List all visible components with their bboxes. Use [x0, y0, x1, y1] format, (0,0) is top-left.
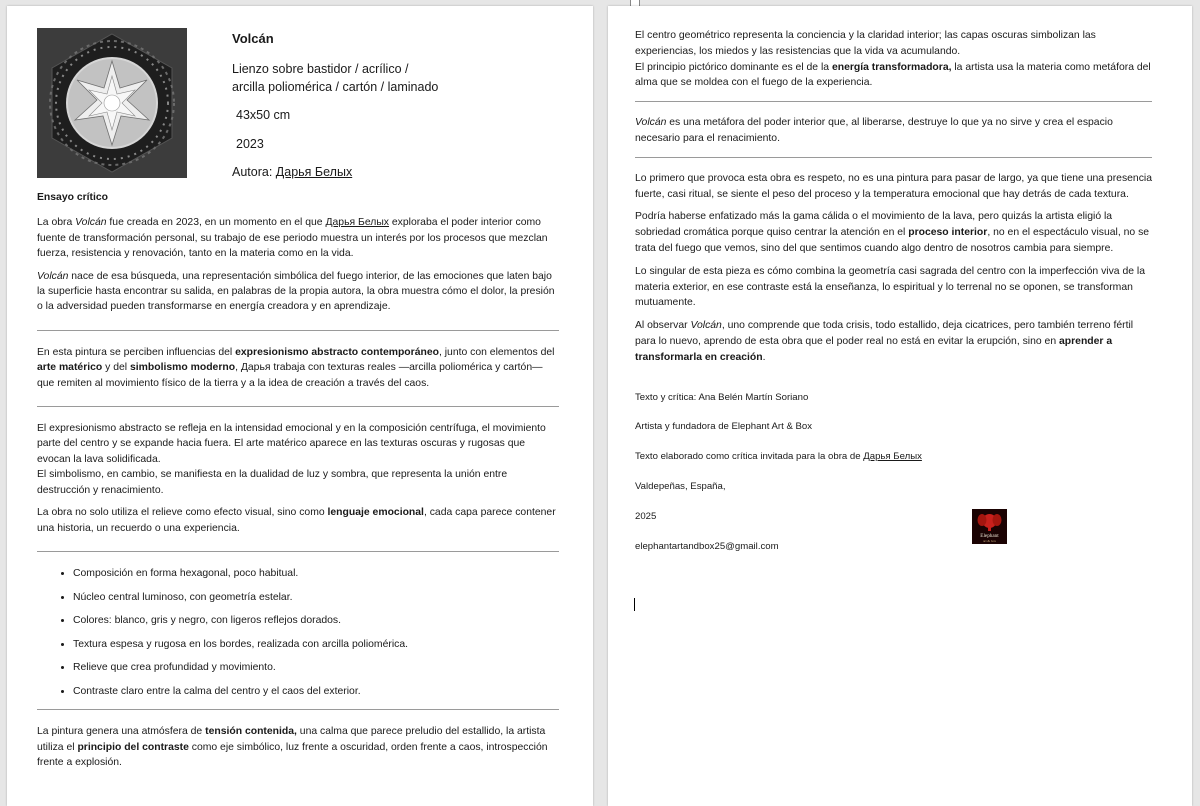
- signature-note: [635, 449, 1152, 465]
- author-label: Autora:: [232, 165, 273, 180]
- text-run: y del: [102, 362, 130, 374]
- logo-subtext: art & box: [983, 539, 996, 543]
- essay-paragraph: [635, 60, 1152, 92]
- essay-paragraph: [37, 421, 559, 498]
- signature-role: Artista y fundadora de Elephant Art & Box: [635, 421, 813, 433]
- elephant-logo: [972, 509, 1007, 544]
- essay-body: [37, 190, 559, 778]
- artwork-title: Volcán: [232, 31, 274, 46]
- signature-year: 2025: [635, 510, 657, 522]
- text-run-bold: energía transformadora,: [831, 61, 952, 73]
- text-run-bold: proceso interior: [908, 227, 988, 239]
- text-run: La obra: [37, 217, 76, 229]
- features-list: [37, 566, 559, 699]
- list-item: • Relieve que crea profundidad y movimiento.: [73, 660, 559, 675]
- text-run: , Дарья trabaja con texturas reales —arcilla poliomérica y cartón— que remiten al movimiento físico de la tierra y a la idea de creación a través del caos.: [37, 362, 543, 389]
- text-run: Lo singular de esta pieza es cómo combina la geometría casi sagrada del centro con la imperfección viva de la materia exterior, en ese contraste está la enseñanza, lo espiritual y lo terrenal no se oponen, se transforman mutuamente.: [635, 265, 1145, 309]
- text-run: Al observar: [635, 320, 691, 332]
- text-run-em: Volcán: [635, 117, 667, 129]
- divider: [37, 709, 559, 710]
- text-run-em: Volcán: [37, 270, 69, 282]
- essay-paragraph: [37, 215, 559, 261]
- text-run: El expresionismo abstracto se refleja en la intensidad emocional y en la composición centrífuga, el movimiento parte del centro y se expande hacia fuera. El arte matérico aparece en las texturas oscuras y rugosas que evocan la lava solidificada.: [37, 423, 546, 465]
- text-run: La pintura genera una atmósfera de: [37, 726, 206, 738]
- essay-paragraph: [635, 171, 1152, 203]
- text-run-bold: tensión contenida,: [205, 726, 297, 738]
- text-run: La obra no solo utiliza el relieve como efecto visual, sino como: [37, 507, 328, 519]
- text-run: Podría haberse enfatizado más la gama cálida o el movimiento de la lava, pero quizás la artista eligió la sobriedad cromática porque quiso centrar la atención en el: [635, 211, 1113, 239]
- text-run: , cada capa parece contener una historia, un recuerdo o una experiencia.: [37, 507, 556, 534]
- text-run: , junto con elementos del: [438, 346, 555, 358]
- divider: [635, 157, 1152, 158]
- list-item: • Núcleo central luminoso, con geometría estelar.: [73, 590, 559, 605]
- logo-text: Elephant: [980, 533, 999, 539]
- document-page-left: [7, 6, 593, 806]
- essay-body-continued: [635, 28, 1152, 562]
- artwork-info: [232, 30, 438, 193]
- text-run: El simbolismo, en cambio, se manifiesta en la dualidad de luz y sombra, que representa la unión entre destrucción y renacimiento.: [37, 469, 508, 496]
- text-run-bold: arte matérico: [37, 362, 103, 374]
- text-run: nace de esa búsqueda, una representación simbólica del fuego interior, de las emociones que laten bajo la superficie hasta encontrar su salida, en palabras de la propia autora, la obra muestra cómo el dolor, la presión o la adversidad pueden transformarse en energía creadora y en aprendizaje.: [37, 270, 555, 313]
- signature-author: Texto y crítica: Ana Belén Martín Soriano: [635, 391, 809, 403]
- author-link[interactable]: Дарья Белых: [275, 165, 353, 180]
- text-run: En esta pintura se perciben influencias del: [37, 346, 236, 358]
- essay-paragraph: [635, 264, 1152, 311]
- text-run: una calma que parece preludio del estallido, la artista utiliza el: [37, 726, 546, 753]
- text-run-bold: expresionismo abstracto contemporáneo: [235, 346, 439, 358]
- text-cursor[interactable]: [634, 598, 635, 611]
- text-run-bold: principio del contraste: [77, 741, 189, 753]
- artwork-image: [37, 28, 187, 178]
- text-run-bold: aprender a transformarla en creación: [635, 335, 1113, 363]
- divider: [37, 551, 559, 552]
- artwork-medium-line2: arcilla poliomérica / cartón / laminado: [232, 79, 439, 94]
- text-run: es una metáfora del poder interior que, al liberarse, destruye lo que ya no sirve y crea el espacio necesario para el renacimiento.: [635, 117, 1113, 144]
- text-run: .: [762, 351, 766, 363]
- artwork-dimensions: 43x50 cm: [236, 108, 291, 123]
- essay-paragraph: [635, 318, 1152, 365]
- essay-paragraph: [37, 505, 559, 536]
- signature-email[interactable]: elephantartandbox25@gmail.com: [635, 540, 779, 552]
- essay-paragraph: [37, 345, 559, 391]
- signature-block: [635, 390, 1152, 555]
- list-item: • Textura espesa y rugosa en los bordes, realizada con arcilla poliomérica.: [73, 637, 559, 652]
- list-item: • Composición en forma hexagonal, poco habitual.: [73, 566, 559, 581]
- essay-heading: Ensayo crítico: [37, 192, 109, 203]
- text-run-em: Volcán: [75, 217, 107, 229]
- list-item: • Contraste claro entre la calma del centro y el caos del exterior.: [73, 684, 559, 699]
- artwork-year: 2023: [236, 136, 264, 151]
- text-run: , no en el espectáculo visual, no se trata del fuego que vemos, sino del que sentimos cuando algo dentro de nosotros cambia para siempre.: [635, 227, 1150, 254]
- document-page-right: [608, 6, 1192, 806]
- text-run: El principio pictórico dominante es el de la: [635, 61, 832, 73]
- essay-paragraph: [37, 724, 559, 770]
- text-run-bold: lenguaje emocional: [327, 507, 424, 519]
- artwork-author: [232, 164, 438, 182]
- list-item: • Colores: blanco, gris y negro, con ligeros reflejos dorados.: [73, 613, 559, 628]
- artwork-medium: [232, 61, 438, 96]
- text-run: la artista usa la materia como metáfora del alma que se moldea con el fuego de la experiencia.: [635, 61, 1151, 89]
- text-run-bold: simbolismo moderno: [130, 362, 236, 374]
- text-run: Lo primero que provoca esta obra es respeto, no es una pintura para pasar de largo, ya que tiene una presencia fuerte, casi ritual, se siente el peso del proceso y la temperatura emocional que hay detrás de cada textura.: [635, 172, 1152, 200]
- signature-place: Valdepeñas, España,: [635, 480, 726, 492]
- text-run-em: Volcán: [690, 320, 722, 332]
- text-run: El centro geométrico representa la conciencia y la claridad interior; las capas oscuras simbolizan las experiencias, los miedos y las resistencias que la vida va acumulando.: [635, 30, 1096, 57]
- text-run: como eje simbólico, luz frente a oscuridad, orden frente a caos, introspección frente a explosión.: [37, 741, 548, 769]
- author-link[interactable]: Дарья Белых: [863, 451, 922, 463]
- essay-paragraph: [635, 209, 1152, 256]
- divider: [635, 101, 1152, 102]
- divider: [37, 406, 559, 407]
- text-run: exploraba el poder interior como fuente de transformación personal, su trabajo de ese periodo muestra un interés por los procesos que mezclan fuerza, resistencia y renovación, tanto en la materia como en la vida.: [37, 217, 548, 260]
- essay-paragraph: [635, 115, 1152, 147]
- text-run: Texto elaborado como crítica invitada para la obra de: [635, 451, 864, 463]
- essay-paragraph: [37, 269, 559, 315]
- author-link[interactable]: Дарья Белых: [325, 217, 389, 229]
- text-run: fue creada en 2023, en un momento en el que: [106, 217, 326, 229]
- artwork-medium-line1: Lienzo sobre bastidor / acrílico /: [232, 62, 409, 77]
- divider: [37, 330, 559, 331]
- essay-paragraph: [635, 28, 1152, 60]
- text-run: , uno comprende que toda crisis, todo estallido, deja cicatrices, pero también terreno fértil para lo nuevo, aprendo de esta obra que el poder real no está en evitar la erupción, sino en: [635, 320, 1134, 347]
